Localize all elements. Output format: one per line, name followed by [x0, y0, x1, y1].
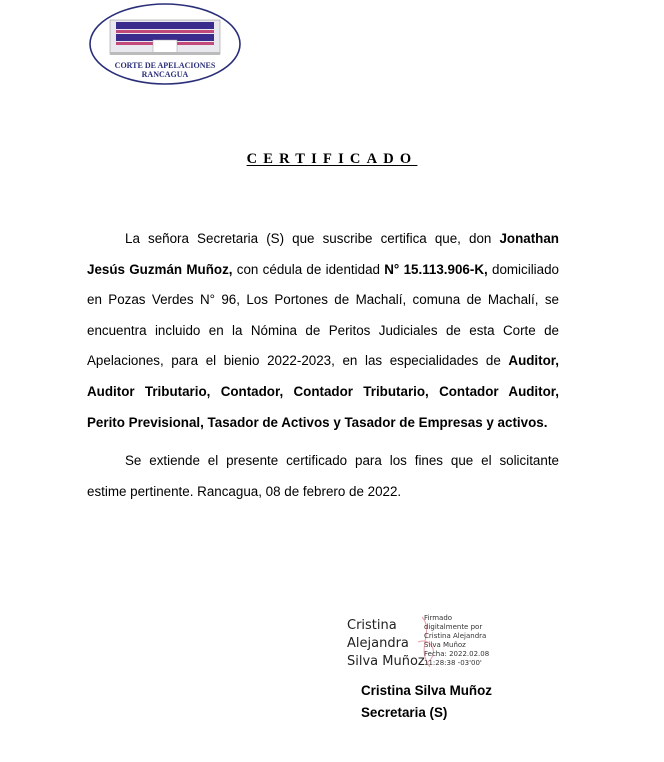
- court-building-icon: [88, 2, 242, 86]
- id-number: N° 15.113.906-K,: [384, 261, 488, 277]
- logo-line2: RANCAGUA: [141, 70, 189, 79]
- logo-line1: CORTE DE APELACIONES: [114, 61, 216, 70]
- court-logo: [88, 2, 242, 86]
- paragraph-1: La señora Secretaria (S) que suscribe certifica que, don Jonathan Jesús Guzmán Muñoz, con cédula de identidad N° 15.113.906-K, domiciliado en Pozas Verdes N° 96, Los Portones de Machalí, comuna de Machalí, se encuentra incluido en la Nómina de Peritos Judiciales de esta Corte de Apelaciones, para el bienio 2022-2023, en las especialidades de Auditor, Auditor Tributario, Contador, Contador Tributario, Contador Auditor, Perito Previsional, Tasador de Activos y Tasador de Empresas y activos.: [87, 231, 559, 430]
- certificate-body: [87, 224, 559, 507]
- signer-name: Cristina Silva Muñoz: [361, 683, 492, 698]
- paragraph-2: Se extiende el presente certificado para los fines que el solicitante estime pertinente. Rancagua, 08 de febrero de 2022.: [87, 453, 559, 499]
- digital-signature-meta: Firmado digitalmente por Cristina Alejandra Silva Muñoz Fecha: 2022.02.08 11:28:38 -03'00': [424, 614, 490, 667]
- document-title: CERTIFICADO: [246, 151, 418, 167]
- person-name: Jonathan Jesús Guzmán Muñoz,: [87, 231, 559, 277]
- signer-role: Secretaria (S): [361, 705, 448, 720]
- digital-signature-name: Cristina Alejandra Silva Muñoz: [347, 618, 425, 669]
- specialties: Auditor, Auditor Tributario, Contador, Contador Tributario, Contador Auditor, Perito Previsional, Tasador de Activos y Tasador de Empresas y activos.: [87, 353, 559, 430]
- signer-block: [361, 680, 492, 724]
